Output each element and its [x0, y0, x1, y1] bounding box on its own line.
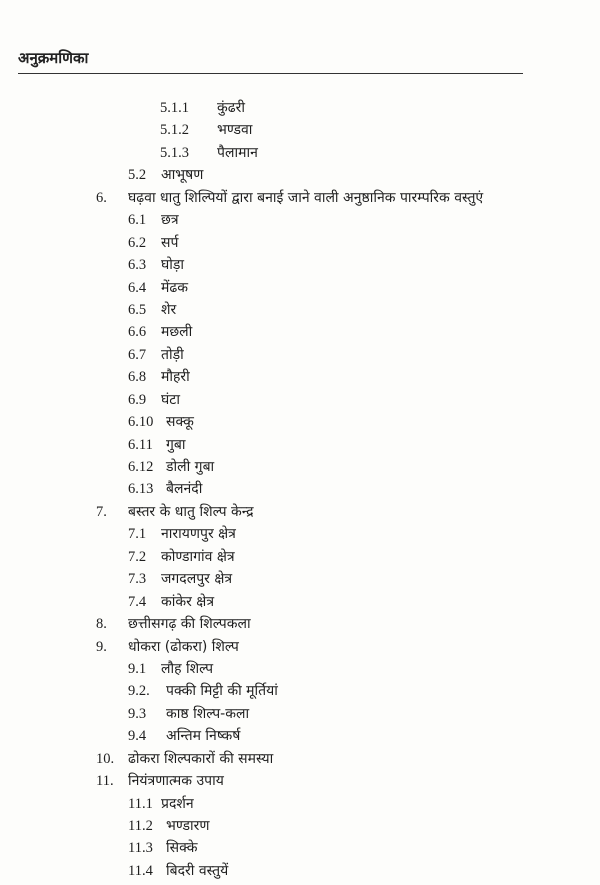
toc-entry-title: नारायणपुर क्षेत्र: [161, 526, 236, 543]
toc-entry-number: 7.1: [128, 526, 147, 543]
toc-entry-number: 5.1.1: [160, 100, 189, 116]
toc-entry-title: आभूषण: [161, 167, 204, 184]
toc-entry-number: 11.4: [128, 862, 153, 879]
toc-entry: [0, 837, 600, 859]
toc-entry-number: 7.4: [128, 593, 147, 610]
toc-entry-number: 9.4: [128, 728, 147, 745]
toc-entry-title: जगदलपुर क्षेत्र: [161, 571, 233, 588]
toc-entry-title: सिक्के: [166, 840, 198, 857]
toc-entry-title: पैलामान: [217, 144, 258, 161]
toc-entry: [0, 299, 600, 321]
toc-entry: [0, 523, 600, 545]
toc-entry: [0, 411, 600, 433]
toc-entry-number: 7.2: [128, 548, 147, 565]
toc-entry: [0, 344, 600, 366]
toc-entry-title: छत्र: [161, 212, 179, 229]
toc-entry-number: 6.6: [128, 324, 147, 341]
toc-entry-number: 8.: [96, 616, 107, 633]
toc-entry-title: प्रदर्शन: [161, 795, 194, 812]
toc-entry-number: 9.2.: [128, 683, 150, 700]
toc-entry-title: बस्तर के धातु शिल्प केन्द्र: [128, 503, 254, 520]
toc-entry-title: घंटा: [161, 391, 180, 408]
toc-entry: [0, 703, 600, 725]
toc-entry-title: नियंत्रणात्मक उपाय: [128, 773, 224, 790]
toc-entry-title: भण्डारण: [166, 818, 210, 834]
toc-entry: [0, 366, 600, 388]
toc-entry: [0, 591, 600, 613]
toc-entry-number: 6.8: [128, 369, 147, 386]
toc-entry: [0, 658, 600, 680]
toc-entry-number: 6.1: [128, 212, 147, 229]
table-of-contents: [0, 97, 600, 882]
toc-entry-number: 6.: [96, 189, 107, 206]
toc-entry: [0, 568, 600, 590]
toc-entry-title: घोड़ा: [161, 257, 185, 274]
toc-entry-title: बैलनंदी: [166, 481, 203, 498]
toc-entry: [0, 680, 600, 702]
toc-entry-number: 6.11: [128, 436, 153, 453]
toc-entry-title: धोकरा (ढोकरा) शिल्प: [128, 638, 239, 655]
toc-entry-number: 6.2: [128, 234, 147, 251]
toc-entry-title: गुबा: [166, 436, 186, 453]
toc-entry-number: 10.: [96, 750, 115, 767]
toc-entry-title: बिदरी वस्तुयें: [166, 862, 229, 879]
toc-entry-title: कांकेर क्षेत्र: [161, 593, 215, 610]
toc-entry: [0, 434, 600, 456]
toc-entry: [0, 770, 600, 792]
toc-entry-title: घढ़वा धातु शिल्पियों द्वारा बनाई जाने वाली अनुष्ठानिक पारम्परिक वस्तुएं: [128, 189, 484, 206]
header-rule: [18, 73, 523, 74]
toc-entry: [0, 232, 600, 254]
toc-entry-title: अन्तिम निष्कर्ष: [166, 728, 241, 745]
toc-entry: [0, 815, 600, 837]
toc-entry-number: 5.1.2: [160, 122, 189, 139]
toc-entry: [0, 725, 600, 747]
toc-entry: [0, 860, 600, 882]
page-header: अनुक्रमणिका: [18, 49, 89, 67]
toc-entry-number: 6.12: [128, 459, 154, 475]
toc-entry-number: 7.3: [128, 571, 147, 588]
toc-entry: [0, 748, 600, 770]
toc-entry-number: 6.5: [128, 301, 147, 318]
toc-entry-number: 5.2: [128, 167, 147, 184]
toc-entry-number: 6.3: [128, 257, 147, 274]
toc-entry: [0, 636, 600, 658]
toc-entry: [0, 119, 600, 141]
toc-entry-title: शेर: [161, 301, 177, 318]
toc-entry: [0, 613, 600, 635]
toc-entry-number: 6.4: [128, 279, 147, 296]
toc-entry-number: 9.3: [128, 705, 147, 722]
toc-entry-title: मछली: [161, 324, 193, 341]
toc-entry-title: लौह शिल्प: [161, 660, 214, 677]
toc-entry-title: मेंढक: [161, 279, 189, 296]
toc-entry-title: भण्डवा: [217, 122, 253, 139]
toc-entry-number: 11.3: [128, 840, 153, 857]
toc-entry-number: 5.1.3: [160, 144, 189, 161]
toc-entry-number: 6.9: [128, 391, 147, 408]
toc-entry-title: कोण्डागांव क्षेत्र: [161, 548, 235, 565]
toc-entry-number: 6.13: [128, 481, 154, 498]
toc-entry: [0, 277, 600, 299]
toc-entry-title: कुंढरी: [217, 100, 245, 116]
toc-entry: [0, 164, 600, 186]
toc-entry: [0, 389, 600, 411]
toc-entry-number: 9.: [96, 638, 107, 655]
toc-entry-title: ढोकरा शिल्पकारों की समस्या: [128, 750, 274, 767]
toc-entry: [0, 254, 600, 276]
toc-entry-title: सर्प: [161, 234, 179, 251]
toc-entry-title: मौहरी: [161, 369, 190, 386]
toc-entry-title: छत्तीसगढ़ की शिल्पकला: [128, 616, 251, 633]
toc-entry: [0, 97, 600, 119]
toc-entry-title: तोड़ी: [161, 346, 184, 363]
toc-entry: [0, 209, 600, 231]
toc-entry-title: पक्की मिट्टी की मूर्तियां: [166, 683, 278, 700]
toc-entry-number: 11.: [96, 773, 114, 790]
toc-entry: [0, 546, 600, 568]
toc-entry: [0, 501, 600, 523]
toc-entry-number: 7.: [96, 503, 107, 520]
toc-entry-number: 11.2: [128, 818, 153, 834]
toc-entry-title: सक्कू: [166, 414, 194, 431]
toc-entry: [0, 187, 600, 209]
toc-entry: [0, 142, 600, 164]
toc-entry-title: डोली गुबा: [166, 459, 215, 475]
toc-entry-number: 9.1: [128, 660, 147, 677]
toc-entry: [0, 321, 600, 343]
toc-entry: [0, 793, 600, 815]
toc-entry: [0, 478, 600, 500]
toc-entry-number: 11.1: [128, 795, 153, 812]
toc-entry-number: 6.10: [128, 414, 154, 431]
toc-entry-number: 6.7: [128, 346, 147, 363]
toc-entry-title: काष्ठ शिल्प-कला: [166, 705, 250, 722]
toc-entry: [0, 456, 600, 478]
